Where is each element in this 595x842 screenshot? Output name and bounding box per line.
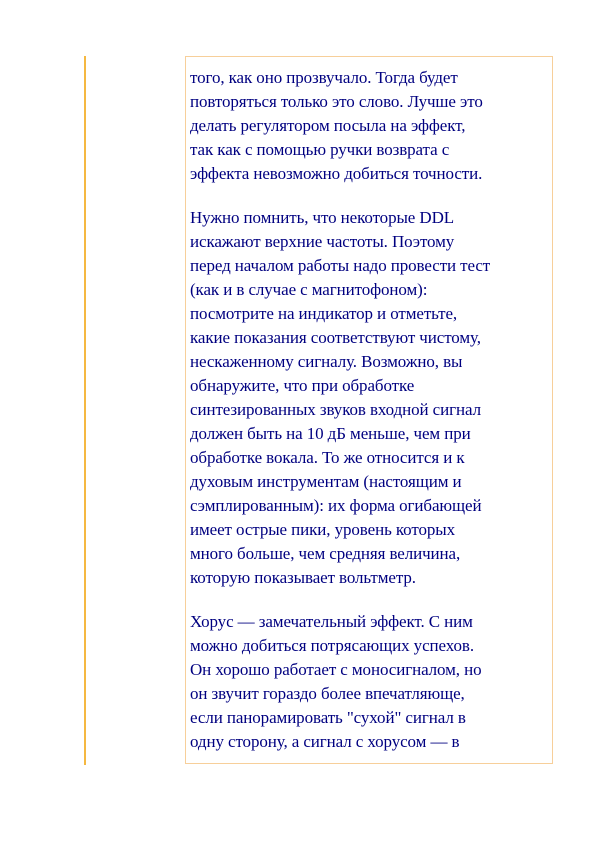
text-line: нескаженному сигналу. Возможно, вы — [190, 352, 463, 371]
text-line: должен быть на 10 дБ меньше, чем при — [190, 424, 471, 443]
paragraph — [190, 66, 552, 186]
text-line: сэмплированным): их форма огибающей — [190, 496, 482, 515]
text-line: Он хорошо работает с моносигналом, но — [190, 660, 482, 679]
text-line: посмотрите на индикатор и отметьте, — [190, 304, 458, 323]
text-line: имеет острые пики, уровень которых — [190, 520, 455, 539]
text-line: делать регулятором посыла на эффект, — [190, 116, 466, 135]
text-line: духовым инструментам (настоящим и — [190, 472, 462, 491]
text-line: (как и в случае с магнитофоном): — [190, 280, 428, 299]
text-line: какие показания соответствуют чистому, — [190, 328, 481, 347]
text-line: он звучит гораздо более впечатляюще, — [190, 684, 465, 703]
text-line: обработке вокала. То же относится и к — [190, 448, 465, 467]
text-line: обнаружите, что при обработке — [190, 376, 415, 395]
text-line: эффекта невозможно добиться точности. — [190, 164, 483, 183]
text-line: которую показывает вольтметр. — [190, 568, 416, 587]
text-line: того, как оно прозвучало. Тогда будет — [190, 68, 458, 87]
left-margin-rule — [84, 56, 86, 765]
text-line: Хорус — замечательный эффект. С ним — [190, 612, 473, 631]
text-line: одну сторону, а сигнал с хорусом — в — [190, 732, 460, 751]
paragraph — [190, 610, 552, 754]
text-line: Нужно помнить, что некоторые DDL — [190, 208, 455, 227]
text-line: синтезированных звуков входной сигнал — [190, 400, 481, 419]
text-line: много больше, чем средняя величина, — [190, 544, 461, 563]
text-line: повторяться только это слово. Лучше это — [190, 92, 483, 111]
text-line: перед началом работы надо провести тест — [190, 256, 491, 275]
text-line: можно добиться потрясающих успехов. — [190, 636, 474, 655]
text-line: если панорамировать "сухой" сигнал в — [190, 708, 466, 727]
paragraph — [190, 206, 552, 590]
text-line: искажают верхние частоты. Поэтому — [190, 232, 455, 251]
text-line: так как с помощью ручки возврата с — [190, 140, 450, 159]
text-frame — [185, 56, 553, 764]
